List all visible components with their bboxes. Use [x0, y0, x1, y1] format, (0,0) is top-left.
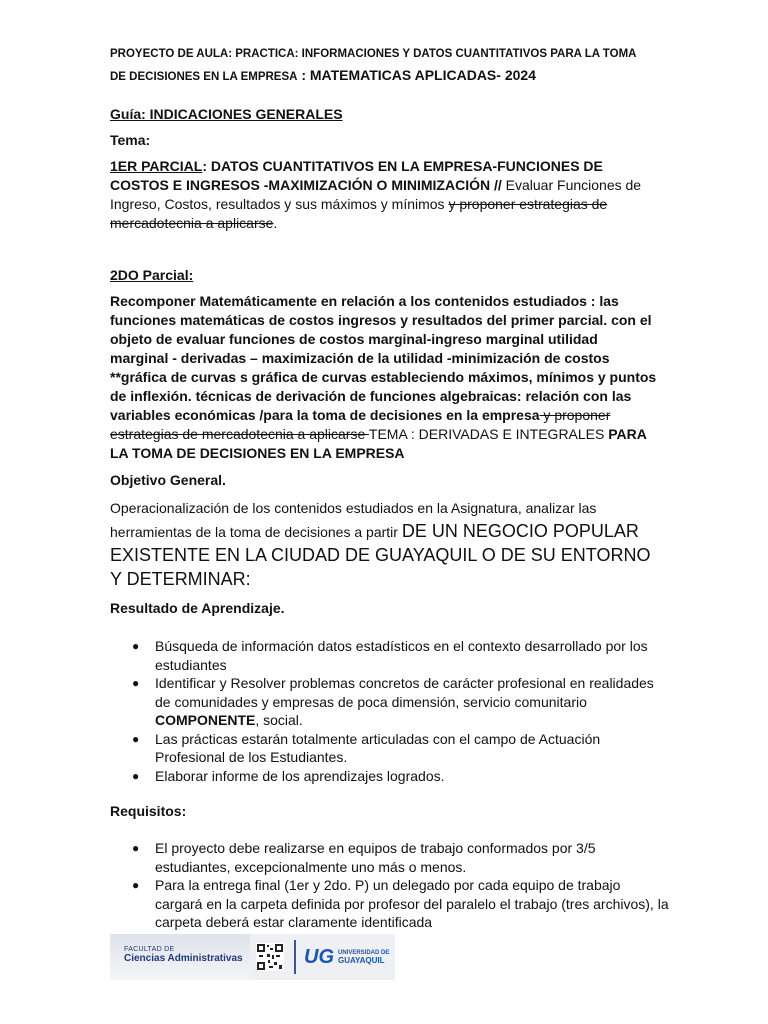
- document-header: [110, 44, 670, 88]
- parcial-2-bold-2: PARA LA TOMA DE DECISIONES EN LA EMPRESA: [110, 426, 647, 461]
- university-line-1: UNIVERSIDAD DE: [338, 950, 390, 956]
- guia-heading: Guía: INDICACIONES GENERALES: [110, 106, 343, 122]
- resultado-item-2: Identificar y Resolver problemas concretos de carácter profesional en realidades de comunidades y empresas de poca dimensión, servicio comunitario: [155, 675, 654, 710]
- bullet-icon: ●: [132, 768, 140, 783]
- tema-label: Tema:: [110, 132, 151, 148]
- resultado-item-4: Elaborar informe de los aprendizajes logrados.: [155, 767, 445, 784]
- requisitos-item-1: El proyecto debe realizarse en equipos de trabajo conformados por 3/5 estudiantes, excepcionalmente uno más o menos.: [155, 840, 596, 875]
- bullet-icon: ●: [132, 639, 140, 653]
- objetivo-large-text: DE UN NEGOCIO POPULAR EXISTENTE EN LA CIUDAD DE GUAYAQUIL O DE SU ENTORNO Y DETERMINAR:: [110, 521, 651, 589]
- bullet-icon: ●: [132, 841, 140, 855]
- university-logo: [304, 946, 389, 969]
- objetivo-text: Operacionalización de los contenidos estudiados en la Asignatura, analizar las herramientas de la toma de decisiones a partir: [110, 500, 597, 540]
- faculty-small-label: FACULTAD DE: [124, 946, 175, 953]
- list-item: [110, 876, 670, 932]
- bullet-icon: ●: [132, 731, 140, 746]
- resultado-item-1: Búsqueda de información datos estadísticos en el contexto desarrollado por los estudiantes: [155, 638, 648, 673]
- header-subject: : MATEMATICAS APLICADAS- 2024: [297, 67, 536, 83]
- resultado-heading: Resultado de Aprendizaje.: [110, 600, 285, 616]
- objetivo-heading: Objetivo General.: [110, 472, 226, 488]
- resultado-item-2-end: , social.: [255, 712, 303, 728]
- parcial-2-bold-1: Recomponer Matemáticamente en relación a los contenidos estudiados : las funciones matemáticas de costos ingresos y resultados del primer parcial. con el objeto de evaluar funciones de costos marginal-ingreso marginal utilidad marginal - derivadas – maximización de la utilidad -minimización de costos **gráfica de curvas s gráfica de curvas estableciendo máximos, mínimos y puntos de inflexión. técnicas de derivación de funciones algebraicas: relación con las variables económicas /para la toma de decisiones en la empresa: [110, 293, 657, 423]
- resultado-list: [110, 637, 670, 785]
- qr-code-icon: [256, 943, 284, 971]
- bullet-icon: ●: [132, 878, 140, 892]
- parcial-2-strike: y proponer estrategias de mercadotecnia a aplicarse: [110, 407, 611, 442]
- faculty-logo: [110, 934, 250, 980]
- list-item: [110, 839, 670, 876]
- footer-logos: [110, 934, 395, 980]
- requisitos-item-2: Para la entrega final (1er y 2do. P) un delegado por cada equipo de trabajo cargará en la carpeta definida por profesor del paralelo el trabajo (tres archivos), la carpeta deberá estar claramente identificada: [155, 877, 669, 930]
- requisitos-list: [110, 839, 670, 932]
- university-name: [338, 950, 389, 964]
- list-item: [110, 730, 670, 767]
- header-line-2: [110, 65, 670, 88]
- resultado-item-2-bold: COMPONENTE: [155, 712, 256, 728]
- logo-divider: [294, 940, 296, 974]
- bullet-icon: ●: [132, 676, 140, 690]
- parcial-2-normal: TEMA : DERIVADAS E INTEGRALES: [368, 426, 609, 442]
- resultado-item-3: Las prácticas estarán totalmente articuladas con el campo de Actuación Profesional de los Estudiantes.: [155, 730, 601, 765]
- objetivo-paragraph: [110, 497, 658, 591]
- list-item: [110, 674, 670, 730]
- header-line-2-a: DE DECISIONES EN LA EMPRESA: [110, 71, 298, 83]
- requisitos-heading: Requisitos:: [110, 803, 187, 819]
- parcial-1-strike: y proponer estrategias de mercadotecnia a aplicarse: [110, 196, 608, 231]
- parcial-1-label: 1ER PARCIAL: [110, 158, 203, 174]
- faculty-name: Ciencias Administrativas: [124, 953, 243, 964]
- parcial-1-end: .: [273, 215, 278, 231]
- university-line-2: GUAYAQUIL: [338, 956, 385, 965]
- parcial-1-paragraph: [110, 157, 658, 233]
- parcial-2-paragraph: [110, 292, 658, 463]
- parcial-1-bold: : DATOS CUANTITATIVOS EN LA EMPRESA-FUNCIONES DE COSTOS E INGRESOS -MAXIMIZACIÓN O MINIMIZACIÓN //: [110, 158, 603, 193]
- parcial-2-heading: 2DO Parcial:: [110, 267, 194, 283]
- header-line-1: PROYECTO DE AULA: PRACTICA: INFORMACIONES Y DATOS CUANTITATIVOS PARA LA TOMA: [110, 48, 637, 60]
- list-item: [110, 637, 670, 674]
- parcial-1-normal: Evaluar Funciones de Ingreso, Costos, resultados y sus máximos y mínimos: [110, 177, 642, 212]
- list-item: [110, 767, 670, 786]
- ug-logo-mark: UG: [304, 945, 334, 968]
